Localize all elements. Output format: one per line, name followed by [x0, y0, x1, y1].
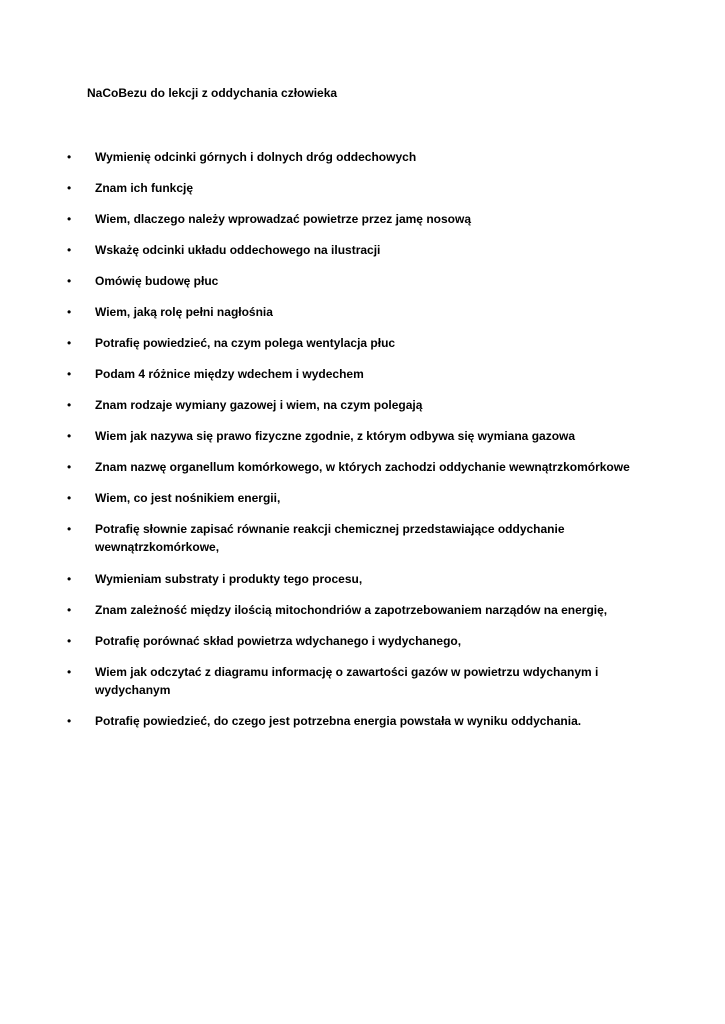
list-item-text: Znam ich funkcję: [95, 181, 194, 195]
bullet-icon: •: [67, 336, 72, 350]
list-item-text: Wiem, jaką rolę pełni nagłośnia: [95, 305, 273, 319]
list-item-text: Znam nazwę organellum komórkowego, w których zachodzi oddychanie wewnątrzkomórkowe: [95, 460, 630, 474]
bullet-icon: •: [67, 305, 72, 319]
list-item-text: Wskażę odcinki układu oddechowego na ilustracji: [95, 243, 381, 257]
list-item-text: Wiem jak nazywa się prawo fizyczne zgodnie, z którym odbywa się wymiana gazowa: [95, 429, 576, 443]
list-item-text: Omówię budowę płuc: [95, 274, 219, 288]
list-item-text: Znam rodzaje wymiany gazowej i wiem, na czym polegają: [95, 398, 423, 412]
bullet-icon: •: [67, 398, 72, 412]
list-item-text: Wymieniam substraty i produkty tego procesu,: [95, 572, 363, 586]
bullet-icon: •: [67, 491, 72, 505]
list-item-text: Wymienię odcinki górnych i dolnych dróg oddechowych: [95, 150, 417, 164]
list-item-text: Potrafię powiedzieć, na czym polega wentylacja płuc: [95, 336, 396, 350]
bullet-icon: •: [67, 634, 72, 648]
bullet-icon: •: [67, 665, 72, 679]
bullet-icon: •: [67, 603, 72, 617]
list-item-text: Znam zależność między ilością mitochondriów a zapotrzebowaniem narządów na energię,: [95, 603, 608, 617]
list-item-text: Potrafię porównać skład powietrza wdychanego i wydychanego,: [95, 634, 462, 648]
bullet-icon: •: [67, 572, 72, 586]
bullet-icon: •: [67, 150, 72, 164]
bullet-icon: •: [67, 460, 72, 474]
list-item-text: Potrafię powiedzieć, do czego jest potrzebna energia powstała w wyniku oddychania.: [95, 714, 582, 728]
bullet-icon: •: [67, 274, 72, 288]
bullet-icon: •: [67, 212, 72, 226]
list-item-text: Wiem, co jest nośnikiem energii,: [95, 491, 281, 505]
bullet-icon: •: [67, 714, 72, 728]
list-item-text: Wiem jak odczytać z diagramu informację o zawartości gazów w powietrzu wdychanym i wydychanym: [95, 665, 599, 697]
bullet-icon: •: [67, 429, 72, 443]
list-item-text: Wiem, dlaczego należy wprowadzać powietrze przez jamę nosową: [95, 212, 471, 226]
bullet-icon: •: [67, 522, 72, 536]
bullet-icon: •: [67, 181, 72, 195]
list-item-text: Podam 4 różnice między wdechem i wydechem: [95, 367, 364, 381]
bullet-icon: •: [67, 367, 72, 381]
document-title: NaCoBezu do lekcji z oddychania człowieka: [87, 86, 338, 100]
bullet-icon: •: [67, 243, 72, 257]
list-item-text: Potrafię słownie zapisać równanie reakcji chemicznej przedstawiające oddychanie wewnątrzkomórkowe,: [95, 522, 565, 554]
